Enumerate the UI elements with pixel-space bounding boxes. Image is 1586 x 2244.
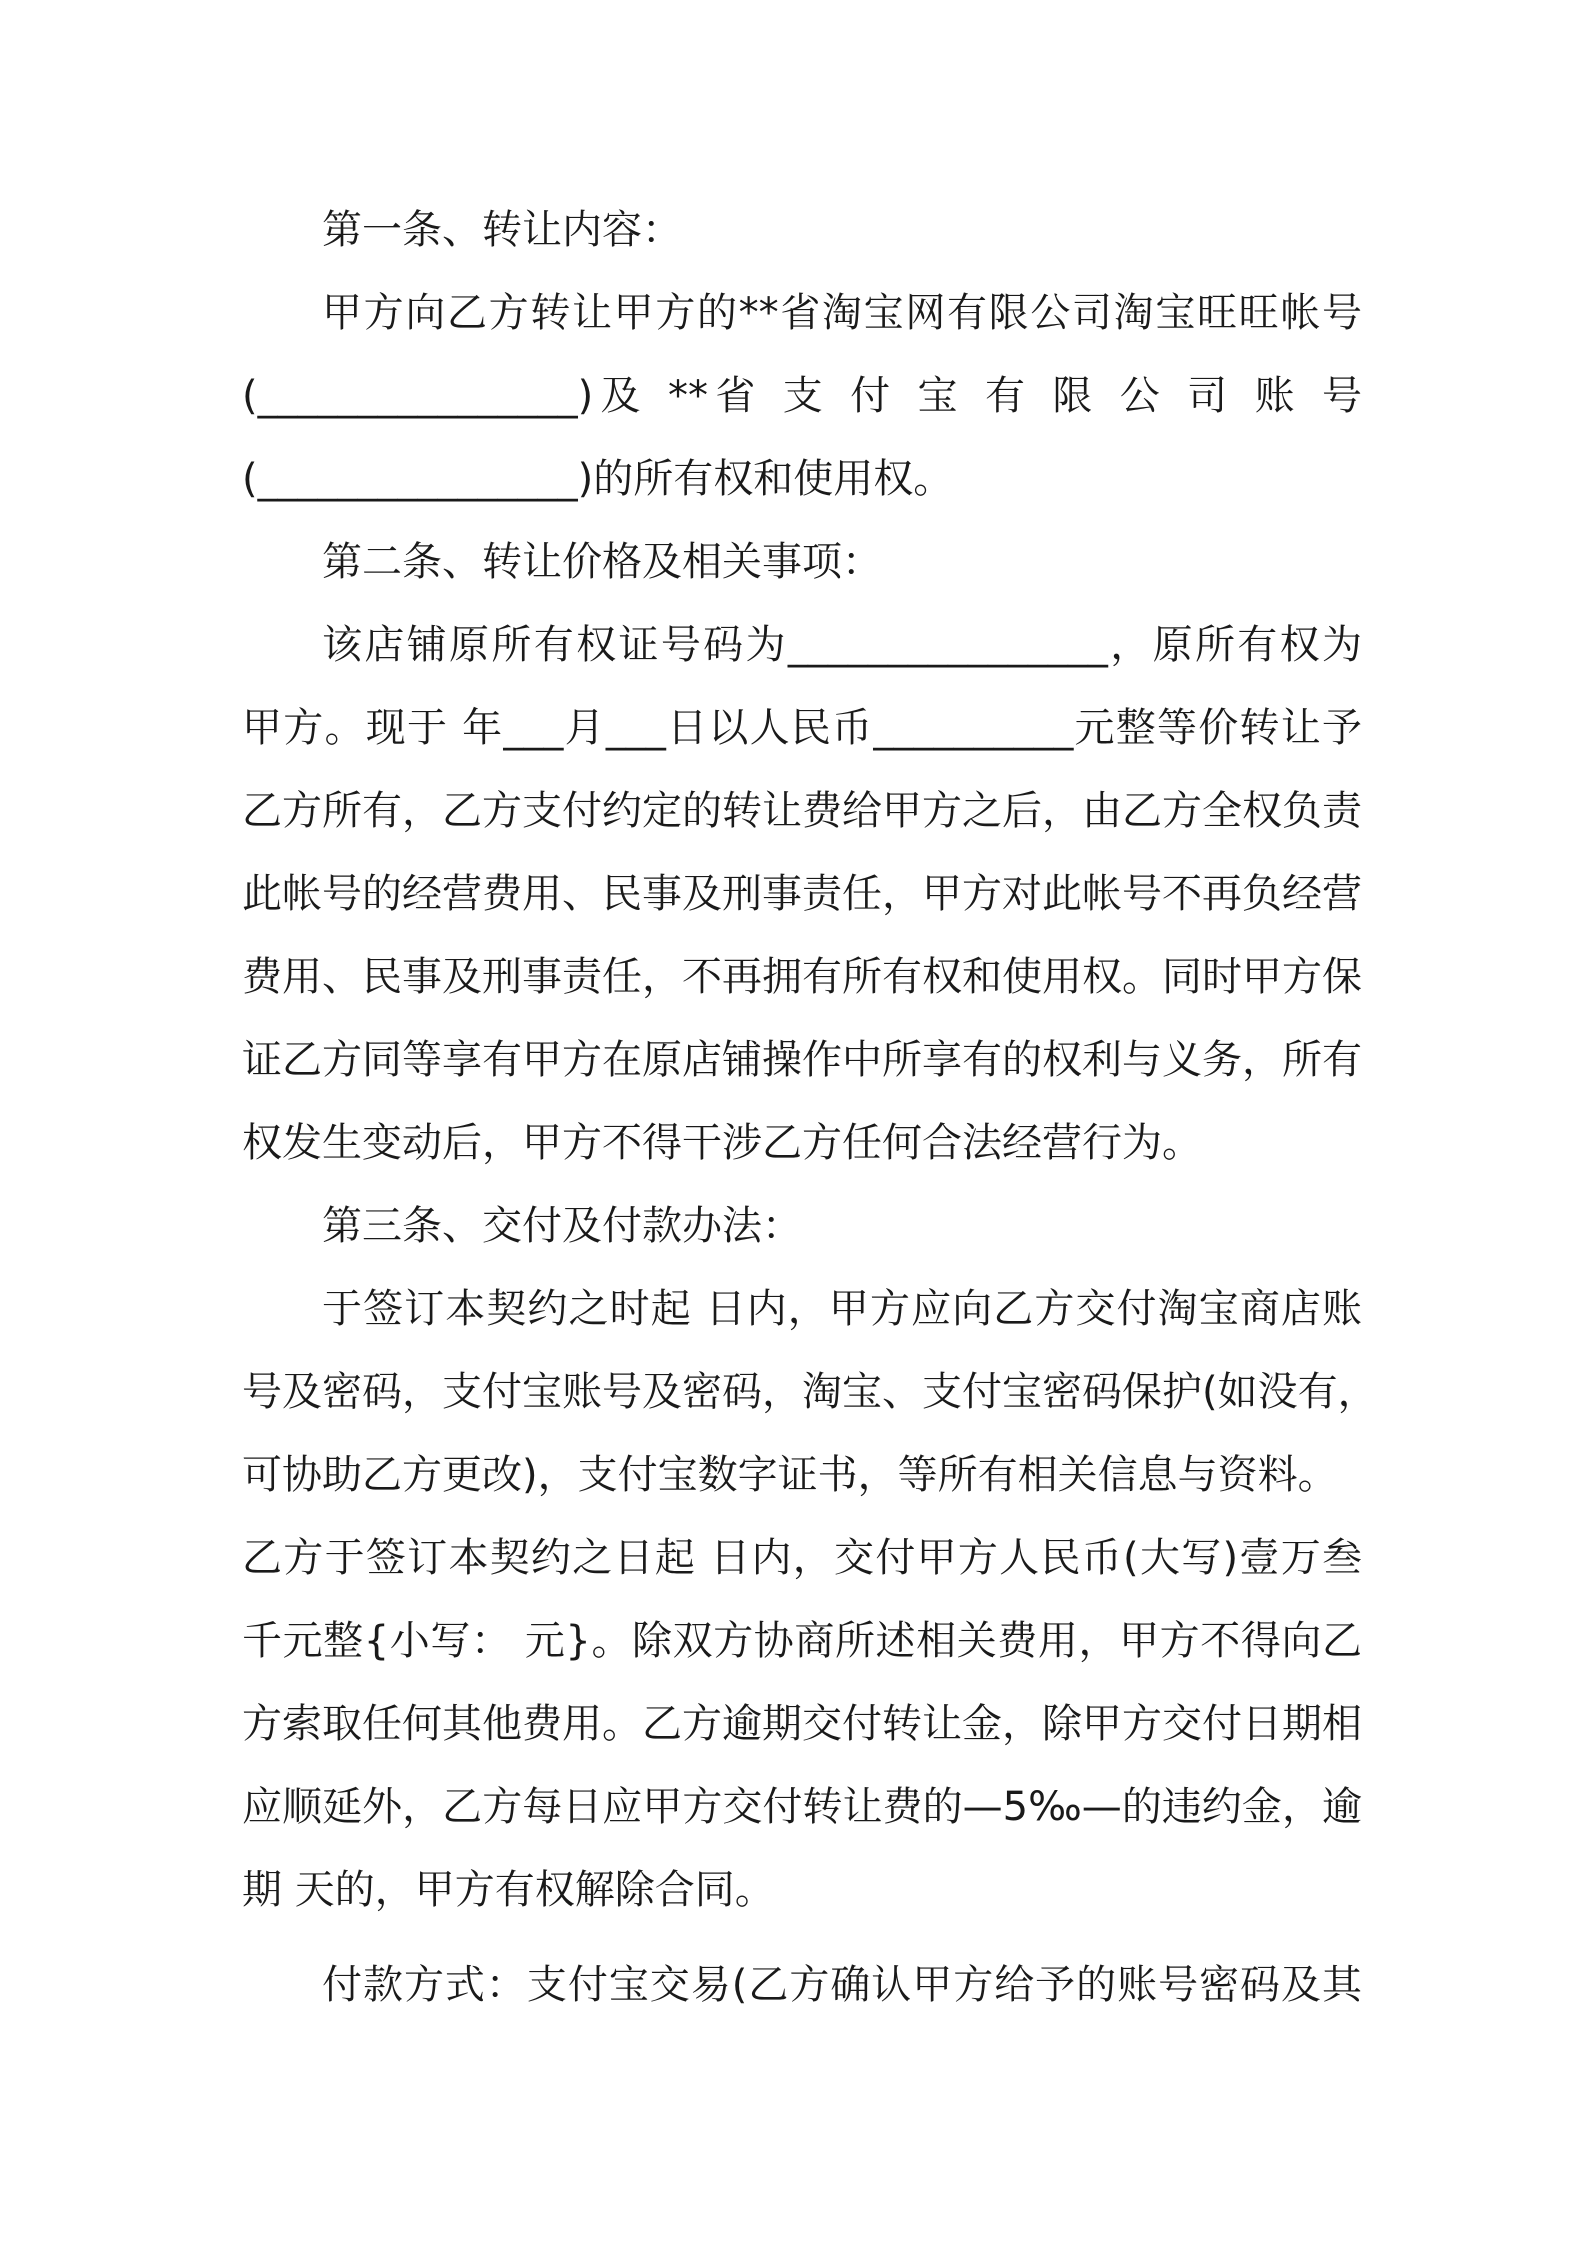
article-1-heading: 第一条、转让内容： — [322, 207, 682, 253]
paragraph-line: (________________)及 **省 支 付 宝 有 限 公 司 账 号 — [242, 373, 1362, 419]
paragraph-line: 此帐号的经营费用、民事及刑事责任，甲方对此帐号不再负经营 — [242, 871, 1362, 917]
paragraph-line: 千元整{小写： 元}。除双方协商所述相关费用，甲方不得向乙 — [242, 1618, 1362, 1664]
paragraph-line: 号及密码，支付宝账号及密码，淘宝、支付宝密码保护(如没有， — [242, 1369, 1378, 1415]
paragraph-line: 该店铺原所有权证号码为________________，原所有权为 — [322, 622, 1362, 668]
paragraph-line: 乙方于签订本契约之日起 日内，交付甲方人民币(大写)壹万叁 — [242, 1535, 1362, 1581]
paragraph-line: 期 天的，甲方有权解除合同。 — [242, 1867, 775, 1913]
paragraph-line: 费用、民事及刑事责任，不再拥有所有权和使用权。同时甲方保 — [242, 954, 1362, 1000]
paragraph-line: 甲方。现于 年___月___日以人民币__________元整等价转让予 — [242, 705, 1362, 751]
paragraph-line: 权发生变动后，甲方不得干涉乙方任何合法经营行为。 — [242, 1120, 1202, 1166]
paragraph-line: 乙方所有，乙方支付约定的转让费给甲方之后，由乙方全权负责 — [242, 788, 1362, 834]
payment-method-line: 付款方式：支付宝交易(乙方确认甲方给予的账号密码及其 — [322, 1962, 1362, 2008]
paragraph-line: (________________)的所有权和使用权。 — [242, 456, 954, 502]
article-3-heading: 第三条、交付及付款办法： — [322, 1203, 802, 1249]
paragraph-line: 甲方向乙方转让甲方的**省淘宝网有限公司淘宝旺旺帐号 — [322, 290, 1362, 336]
paragraph-line: 应顺延外，乙方每日应甲方交付转让费的—5‰—的违约金，逾 — [242, 1784, 1362, 1830]
paragraph-line: 证乙方同等享有甲方在原店铺操作中所享有的权利与义务，所有 — [242, 1037, 1362, 1083]
paragraph-line: 于签订本契约之时起 日内，甲方应向乙方交付淘宝商店账 — [322, 1286, 1362, 1332]
paragraph-line: 方索取任何其他费用。乙方逾期交付转让金，除甲方交付日期相 — [242, 1701, 1362, 1747]
paragraph-line: 可协助乙方更改)，支付宝数字证书，等所有相关信息与资料。 — [242, 1452, 1338, 1498]
article-2-heading: 第二条、转让价格及相关事项： — [322, 539, 882, 585]
